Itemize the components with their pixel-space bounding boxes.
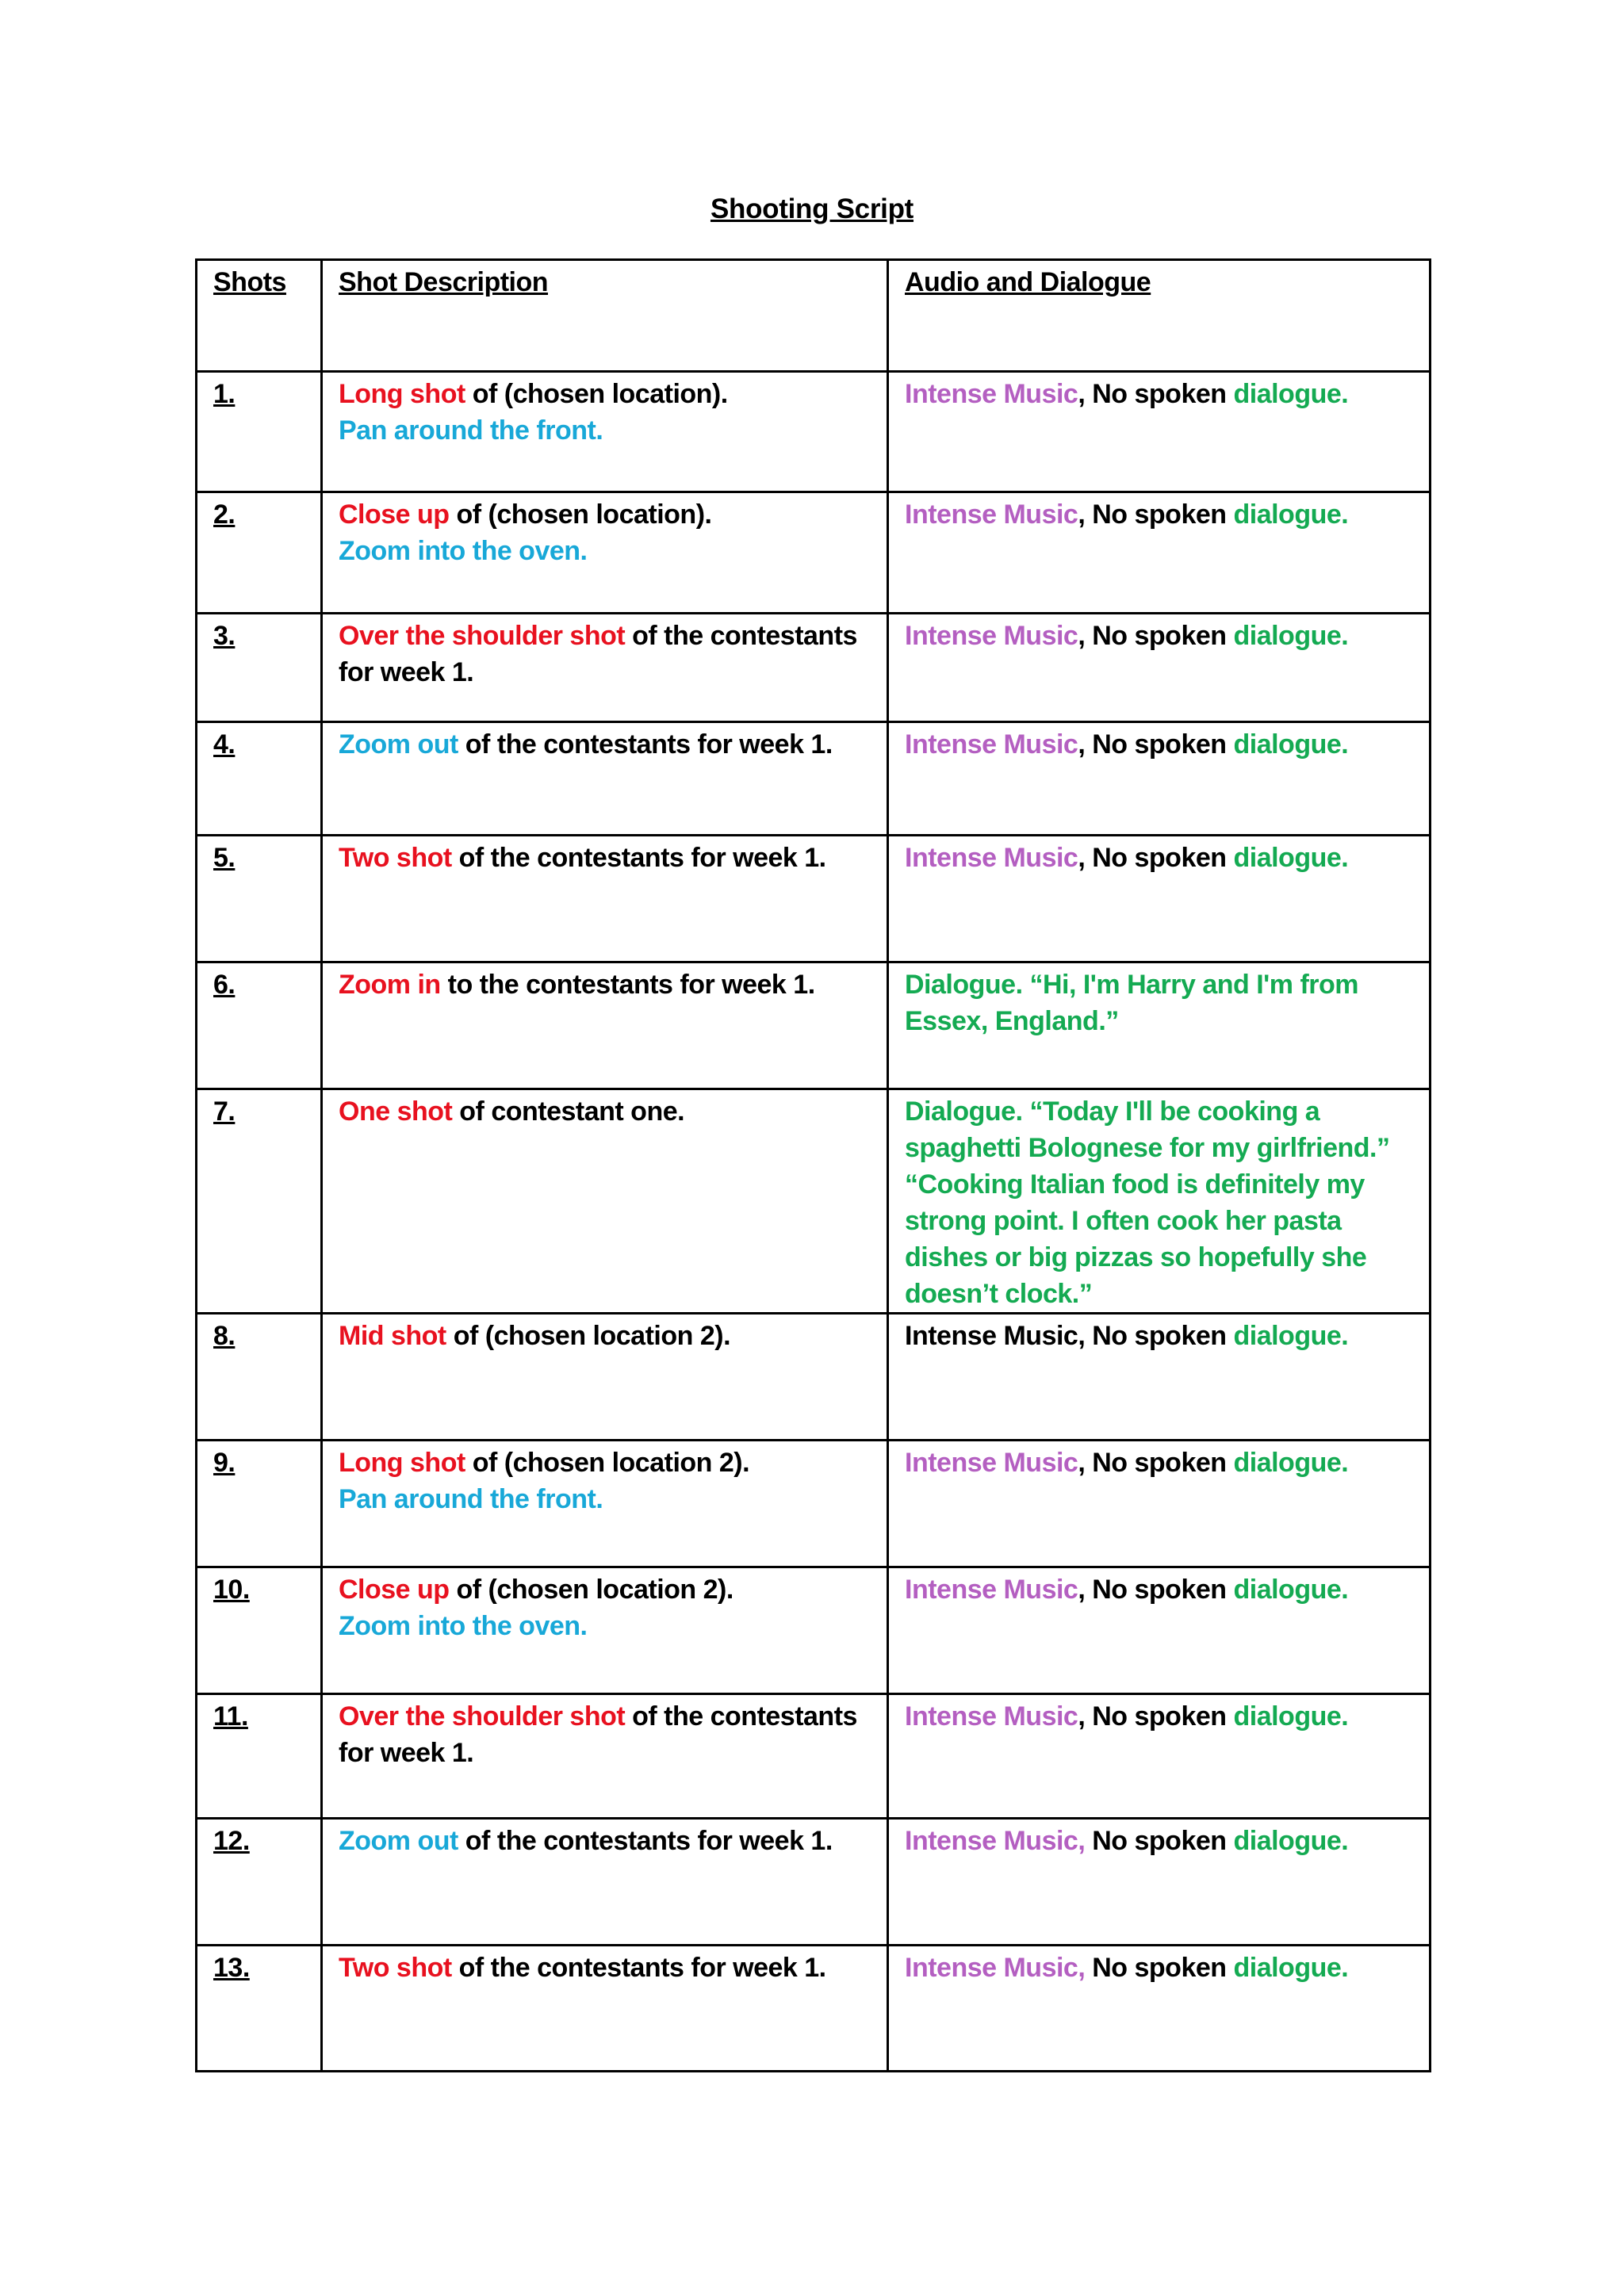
audio-text-segment: Intense Music — [905, 729, 1078, 760]
audio-text-segment: dialogue. — [1233, 1701, 1349, 1732]
audio-text-segment: dialogue. — [1233, 1826, 1349, 1856]
audio-text-segment: Intense Music — [905, 379, 1078, 409]
description-text-segment: of the contestants for week 1. — [339, 1701, 864, 1768]
description-text-segment: of the contestants for week 1. — [451, 1953, 826, 1983]
description-text-segment: of the contestants for week 1. — [451, 843, 826, 873]
page-title: Shooting Script — [710, 193, 914, 224]
shot-number: 1. — [213, 379, 236, 409]
shot-number-cell — [197, 1567, 322, 1694]
table-row — [197, 722, 1431, 836]
description-text-segment: Zoom in — [339, 970, 441, 1000]
header-audio-dialogue: Audio and Dialogue — [888, 260, 1431, 372]
audio-dialogue-cell — [888, 614, 1431, 722]
audio-dialogue-cell — [888, 1946, 1431, 2072]
audio-text-segment: No spoken — [1085, 1953, 1234, 1983]
table-row — [197, 1441, 1431, 1567]
table-row — [197, 962, 1431, 1089]
description-text-segment: Close up — [339, 499, 450, 530]
audio-text-segment: Dialogue. “Hi, I'm Harry and I'm from Essex, England.” — [905, 970, 1365, 1036]
audio-dialogue-cell — [888, 1694, 1431, 1819]
description-text-segment: Mid shot — [339, 1321, 446, 1351]
description-text-segment: One shot — [339, 1096, 453, 1127]
audio-text-segment: , No spoken — [1078, 1575, 1234, 1605]
shot-number-cell — [197, 1694, 322, 1819]
audio-text-segment: , No spoken — [1078, 621, 1234, 651]
shot-description-cell — [322, 836, 888, 962]
audio-dialogue-cell — [888, 722, 1431, 836]
shot-number: 12. — [213, 1826, 250, 1856]
audio-text-segment: Intense Music, No spoken — [905, 1321, 1234, 1351]
description-text-segment: Zoom out — [339, 1826, 458, 1856]
shooting-script-table — [195, 258, 1431, 2072]
shot-description-cell — [322, 614, 888, 722]
audio-text-segment: dialogue. — [1233, 379, 1349, 409]
shot-description-cell — [322, 1441, 888, 1567]
audio-dialogue-cell — [888, 372, 1431, 492]
audio-text-segment: , No spoken — [1078, 379, 1234, 409]
audio-dialogue-cell — [888, 1567, 1431, 1694]
shot-number: 7. — [213, 1096, 236, 1127]
audio-dialogue-cell — [888, 492, 1431, 614]
shot-description-cell — [322, 1946, 888, 2072]
shot-number-cell — [197, 1314, 322, 1441]
audio-text-segment: dialogue. — [1233, 1575, 1349, 1605]
audio-text-segment: , No spoken — [1078, 499, 1234, 530]
audio-text-segment: , No spoken — [1078, 843, 1234, 873]
shot-number-cell — [197, 1441, 322, 1567]
table-row — [197, 1819, 1431, 1946]
audio-text-segment: dialogue. — [1233, 729, 1349, 760]
table-row — [197, 614, 1431, 722]
description-text-segment: of the contestants for week 1. — [458, 729, 833, 760]
audio-text-segment: Dialogue. “Today I'll be cooking a spaghetti Bolognese for my girlfriend.” “Cooking Italian food is definitely my strong point. I often cook her pasta dishes or big pizzas so hopefully she doesn’t clock.” — [905, 1096, 1397, 1309]
table-row — [197, 492, 1431, 614]
shot-number: 2. — [213, 499, 236, 530]
shot-description-cell — [322, 962, 888, 1089]
description-text-segment: of the contestants for week 1. — [339, 621, 864, 687]
table-row — [197, 1089, 1431, 1314]
table-row — [197, 1946, 1431, 2072]
shot-description-cell — [322, 1567, 888, 1694]
header-shots: Shots — [197, 260, 322, 372]
description-text-segment: of contestant one. — [452, 1096, 685, 1127]
audio-text-segment: dialogue. — [1233, 1321, 1349, 1351]
audio-text-segment: Intense Music — [905, 1701, 1078, 1732]
audio-text-segment: Intense Music — [905, 1575, 1078, 1605]
shot-number-cell — [197, 722, 322, 836]
audio-text-segment: Intense Music — [905, 499, 1078, 530]
description-text-segment: Two shot — [339, 843, 452, 873]
audio-dialogue-cell — [888, 1441, 1431, 1567]
audio-text-segment: dialogue. — [1233, 621, 1349, 651]
audio-dialogue-cell — [888, 1089, 1431, 1314]
shot-number: 11. — [213, 1701, 248, 1732]
shot-number-cell — [197, 492, 322, 614]
audio-text-segment: No spoken — [1085, 1826, 1234, 1856]
audio-text-segment: dialogue. — [1233, 843, 1349, 873]
description-text-segment: Pan around the front. — [339, 1484, 603, 1514]
table-row — [197, 1694, 1431, 1819]
shot-number: 4. — [213, 729, 236, 760]
description-text-segment: to the contestants for week 1. — [440, 970, 815, 1000]
table-row — [197, 1314, 1431, 1441]
shot-number: 13. — [213, 1953, 250, 1983]
shot-number: 8. — [213, 1321, 236, 1351]
description-text-segment: Close up — [339, 1575, 450, 1605]
table-body — [197, 372, 1431, 2072]
description-text-segment: of (chosen location 2). — [449, 1575, 733, 1605]
shot-description-cell — [322, 1819, 888, 1946]
shot-number: 9. — [213, 1448, 236, 1478]
audio-dialogue-cell — [888, 1819, 1431, 1946]
audio-text-segment: dialogue. — [1233, 1953, 1349, 1983]
shot-number: 10. — [213, 1575, 250, 1605]
description-text-segment: of (chosen location 2). — [446, 1321, 731, 1351]
shot-number-cell — [197, 962, 322, 1089]
audio-dialogue-cell — [888, 836, 1431, 962]
shot-number: 6. — [213, 970, 236, 1000]
shot-description-cell — [322, 1694, 888, 1819]
shot-number-cell — [197, 372, 322, 492]
description-text-segment: of (chosen location). — [449, 499, 712, 530]
shot-description-cell — [322, 1089, 888, 1314]
table-row — [197, 1567, 1431, 1694]
description-text-segment: Zoom into the oven. — [339, 1611, 588, 1641]
header-shot-description: Shot Description — [322, 260, 888, 372]
shot-number-cell — [197, 614, 322, 722]
shot-number-cell — [197, 1089, 322, 1314]
description-text-segment: of the contestants for week 1. — [458, 1826, 833, 1856]
audio-text-segment: Intense Music — [905, 1448, 1078, 1478]
shot-number: 3. — [213, 621, 236, 651]
audio-text-segment: Intense Music — [905, 621, 1078, 651]
description-text-segment: Zoom out — [339, 729, 458, 760]
description-text-segment: Long shot — [339, 379, 465, 409]
description-text-segment: Zoom into the oven. — [339, 536, 588, 566]
description-text-segment: Two shot — [339, 1953, 452, 1983]
table-header-row — [197, 260, 1431, 372]
table-row — [197, 372, 1431, 492]
shot-description-cell — [322, 492, 888, 614]
audio-text-segment: dialogue. — [1233, 499, 1349, 530]
audio-text-segment: Intense Music — [905, 843, 1078, 873]
shot-description-cell — [322, 372, 888, 492]
shot-description-cell — [322, 1314, 888, 1441]
shot-number-cell — [197, 1819, 322, 1946]
description-text-segment: Long shot — [339, 1448, 465, 1478]
description-text-segment: of (chosen location 2). — [465, 1448, 750, 1478]
description-text-segment: Over the shoulder shot — [339, 621, 626, 651]
audio-dialogue-cell — [888, 1314, 1431, 1441]
description-text-segment: Pan around the front. — [339, 415, 603, 446]
shot-number-cell — [197, 836, 322, 962]
audio-dialogue-cell — [888, 962, 1431, 1089]
audio-text-segment: dialogue. — [1233, 1448, 1349, 1478]
shot-description-cell — [322, 722, 888, 836]
table-row — [197, 836, 1431, 962]
shot-number-cell — [197, 1946, 322, 2072]
shot-number: 5. — [213, 843, 236, 873]
audio-text-segment: , No spoken — [1078, 1701, 1234, 1732]
audio-text-segment: Intense Music, — [905, 1826, 1086, 1856]
audio-text-segment: , No spoken — [1078, 729, 1234, 760]
description-text-segment: Over the shoulder shot — [339, 1701, 626, 1732]
audio-text-segment: , No spoken — [1078, 1448, 1234, 1478]
description-text-segment: of (chosen location). — [465, 379, 728, 409]
audio-text-segment: Intense Music, — [905, 1953, 1086, 1983]
